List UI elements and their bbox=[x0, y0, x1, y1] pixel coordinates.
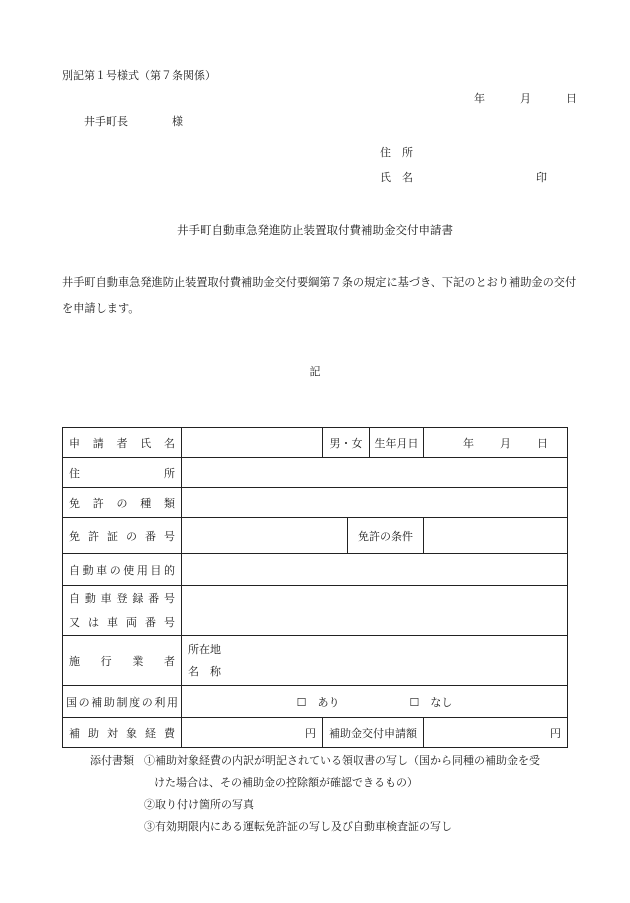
aid-no-checkbox[interactable]: ☐ なし bbox=[409, 695, 453, 709]
attachment-item-1-cont: けた場合は、その補助金の控除額が確認できるもの） bbox=[154, 776, 418, 789]
registration-field[interactable] bbox=[182, 586, 568, 636]
submission-date bbox=[474, 90, 577, 106]
label-national-aid: 国 の 補 助 制 度 の 利 用 bbox=[63, 686, 182, 718]
row-license-number bbox=[63, 518, 568, 554]
installer-location-label: 所在地 bbox=[188, 642, 221, 656]
gender-cell[interactable]: 男・女 bbox=[323, 428, 370, 458]
label-installer: 施 行 業 者 bbox=[63, 636, 182, 686]
addressee bbox=[84, 113, 183, 129]
attachment-item-3: ③有効期限内にある運転免許証の写し及び自動車検査証の写し bbox=[144, 820, 452, 833]
license-type-field[interactable] bbox=[182, 488, 568, 518]
label-address: 住 所 bbox=[63, 458, 182, 488]
license-conditions-label: 免許の条件 bbox=[348, 518, 424, 554]
aid-yes-checkbox[interactable]: ☐ あり bbox=[296, 695, 340, 709]
attachment-item-2: ②取り付け箇所の写真 bbox=[144, 798, 254, 811]
label-vehicle-purpose: 自 動 車 の 使 用 目 的 bbox=[63, 554, 182, 586]
grant-amount-field[interactable]: 円 bbox=[424, 718, 568, 748]
installer-field[interactable] bbox=[182, 636, 568, 686]
intro-paragraph: 井手町自動車急発進防止装置取付費補助金交付要綱第７条の規定に基づき、下記のとおり補助金の交付を申請します。 bbox=[62, 276, 577, 315]
ki-heading: 記 bbox=[309, 365, 321, 378]
installer-name-label: 名 称 bbox=[188, 664, 221, 678]
row-national-aid bbox=[63, 686, 568, 718]
application-table bbox=[62, 427, 568, 748]
applicant-name-label: 氏 名 bbox=[380, 171, 413, 184]
date-month: 月 bbox=[520, 92, 531, 105]
document-title: 井手町自動車急発進防止装置取付費補助金交付申請書 bbox=[177, 223, 453, 237]
date-day: 日 bbox=[566, 92, 577, 105]
addressee-honorific: 様 bbox=[172, 115, 183, 128]
expense-field[interactable]: 円 bbox=[182, 718, 323, 748]
form-identifier: 別記第１号様式（第７条関係） bbox=[62, 69, 216, 82]
row-license-type bbox=[63, 488, 568, 518]
attachments-section bbox=[90, 750, 540, 838]
seal-mark: 印 bbox=[536, 171, 547, 184]
row-applicant-name bbox=[63, 428, 568, 458]
addressee-name: 井手町長 bbox=[84, 115, 128, 128]
address-field[interactable] bbox=[182, 458, 568, 488]
license-conditions-field[interactable] bbox=[424, 518, 568, 554]
label-chars: 申 請 者 氏 名 bbox=[69, 436, 175, 450]
national-aid-field bbox=[182, 686, 568, 718]
label-registration: 自 動 車 登 録 番 号 又 は 車 両 番 号 bbox=[63, 586, 182, 636]
row-installer bbox=[63, 636, 568, 686]
birthdate-label: 生年月日 bbox=[370, 428, 424, 458]
applicant-address-label: 住 所 bbox=[380, 146, 413, 159]
attachments-label: 添付書類 bbox=[90, 754, 134, 767]
date-year: 年 bbox=[474, 92, 485, 105]
label-license-number: 免 許 証 の 番 号 bbox=[63, 518, 182, 554]
label-license-type: 免 許 の 種 類 bbox=[63, 488, 182, 518]
vehicle-purpose-field[interactable] bbox=[182, 554, 568, 586]
row-vehicle-purpose bbox=[63, 554, 568, 586]
row-expense bbox=[63, 718, 568, 748]
applicant-block bbox=[380, 140, 547, 190]
grant-amount-label: 補助金交付申請額 bbox=[323, 718, 424, 748]
attachment-item-1: ①補助対象経費の内訳が明記されている領収書の写し（国から同種の補助金を受 bbox=[144, 754, 540, 767]
license-number-field[interactable] bbox=[182, 518, 348, 554]
birthdate-field[interactable]: 年 月 日 bbox=[424, 428, 568, 458]
label-applicant-name bbox=[63, 428, 182, 458]
applicant-name-field[interactable] bbox=[182, 428, 323, 458]
row-registration bbox=[63, 586, 568, 636]
label-expense: 補 助 対 象 経 費 bbox=[63, 718, 182, 748]
row-address bbox=[63, 458, 568, 488]
